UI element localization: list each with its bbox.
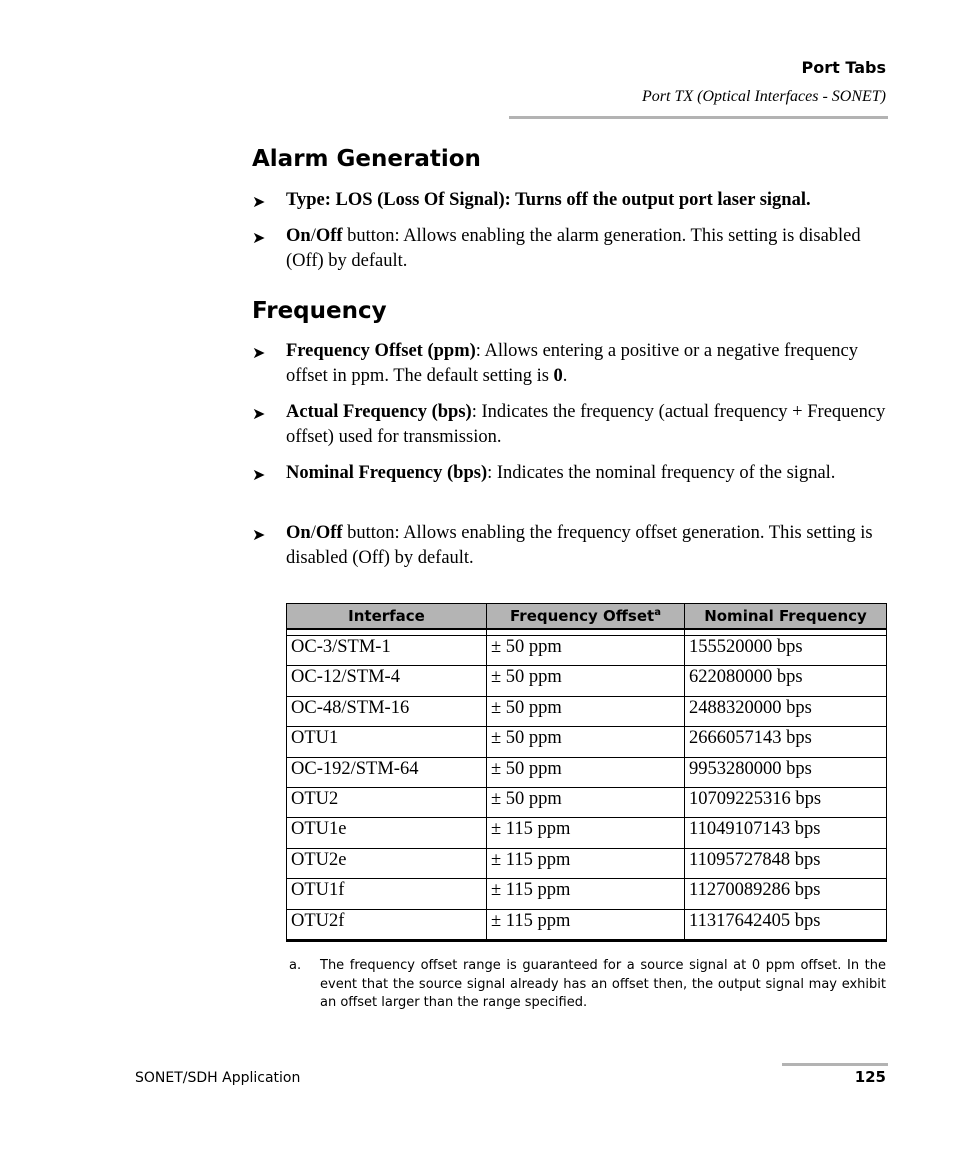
footnote-label: a. xyxy=(289,958,302,973)
table-row xyxy=(287,636,887,666)
cell-nominal-frequency: 155520000 bps xyxy=(685,636,887,666)
section-heading-alarm-generation: Alarm Generation xyxy=(252,146,481,172)
cell-interface: OC-192/STM-64 xyxy=(287,757,487,787)
bullet-frequency-offset xyxy=(252,339,892,389)
bullet-text: button: Allows enabling the alarm generation. This setting is disabled (Off) by default. xyxy=(286,226,861,271)
cell-nominal-frequency: 10709225316 bps xyxy=(685,787,887,817)
header-rule xyxy=(509,116,888,119)
frequency-table xyxy=(286,603,887,942)
section-heading-frequency: Frequency xyxy=(252,298,387,324)
cell-nominal-frequency: 11270089286 bps xyxy=(685,879,887,909)
table-row xyxy=(287,818,887,848)
cell-frequency-offset: ± 50 ppm xyxy=(487,787,685,817)
header-nominal-frequency: Nominal Frequency xyxy=(685,604,887,630)
bullet-bold-text: Actual Frequency (bps) xyxy=(286,402,472,422)
footer-document-title: SONET/SDH Application xyxy=(135,1070,301,1086)
bullet-text: : Indicates the frequency (actual frequency + Frequency offset) used for transmission. xyxy=(286,402,886,447)
cell-interface: OC-48/STM-16 xyxy=(287,696,487,726)
footnote-mark: a xyxy=(654,607,661,618)
cell-nominal-frequency: 622080000 bps xyxy=(685,666,887,696)
table-row xyxy=(287,727,887,757)
cell-interface: OTU1e xyxy=(287,818,487,848)
table-row xyxy=(287,757,887,787)
cell-interface: OTU1f xyxy=(287,879,487,909)
cell-interface: OTU1 xyxy=(287,727,487,757)
footnote-text: The frequency offset range is guaranteed for a source signal at 0 ppm offset. In the event that the source signal already has an offset then, the output signal may exhibit an offset larger than the range specified. xyxy=(320,958,886,1010)
table-row xyxy=(287,696,887,726)
bullet-bold-default: 0 xyxy=(553,366,563,386)
bullet-bold-text: Type: LOS (Loss Of Signal): Turns off the output port laser signal. xyxy=(286,190,811,210)
running-header-subtitle: Port TX (Optical Interfaces - SONET) xyxy=(642,88,886,105)
bullet-tail: . xyxy=(562,366,568,386)
bullet-slash: / xyxy=(310,523,316,543)
cell-nominal-frequency: 9953280000 bps xyxy=(685,757,887,787)
arrow-bullet-icon: ➤ xyxy=(252,465,266,484)
cell-interface: OC-12/STM-4 xyxy=(287,666,487,696)
bullet-bold-text: Nominal Frequency (bps) xyxy=(286,463,488,483)
cell-nominal-frequency: 11095727848 bps xyxy=(685,848,887,878)
cell-nominal-frequency: 11317642405 bps xyxy=(685,909,887,940)
bullet-bold-on: On xyxy=(286,523,311,543)
table-header-row xyxy=(287,604,887,630)
bullet-text: : Allows entering a positive or a negative frequency offset in ppm. The default setting is xyxy=(286,341,858,386)
arrow-bullet-icon: ➤ xyxy=(252,228,266,247)
bullet-frequency-onoff xyxy=(252,521,892,571)
page-number: 125 xyxy=(854,1068,886,1086)
header-interface: Interface xyxy=(287,604,487,630)
header-frequency-offset xyxy=(487,604,685,630)
cell-frequency-offset: ± 50 ppm xyxy=(487,666,685,696)
bullet-bold-off: Off xyxy=(315,226,343,246)
table-row xyxy=(287,848,887,878)
cell-nominal-frequency: 11049107143 bps xyxy=(685,818,887,848)
bullet-actual-frequency xyxy=(252,400,892,450)
cell-interface: OC-3/STM-1 xyxy=(287,636,487,666)
bullet-alarm-onoff xyxy=(252,224,892,274)
table-footnote xyxy=(289,957,886,1013)
cell-interface: OTU2 xyxy=(287,787,487,817)
cell-interface: OTU2f xyxy=(287,909,487,940)
cell-frequency-offset: ± 115 ppm xyxy=(487,848,685,878)
cell-frequency-offset: ± 50 ppm xyxy=(487,727,685,757)
table-row xyxy=(287,909,887,940)
arrow-bullet-icon: ➤ xyxy=(252,343,266,362)
cell-frequency-offset: ± 50 ppm xyxy=(487,696,685,726)
cell-frequency-offset: ± 115 ppm xyxy=(487,879,685,909)
footer-rule xyxy=(782,1063,888,1066)
cell-nominal-frequency: 2488320000 bps xyxy=(685,696,887,726)
header-frequency-offset-label: Frequency Offset xyxy=(510,607,655,625)
cell-frequency-offset: ± 50 ppm xyxy=(487,636,685,666)
cell-nominal-frequency: 2666057143 bps xyxy=(685,727,887,757)
arrow-bullet-icon: ➤ xyxy=(252,192,266,211)
arrow-bullet-icon: ➤ xyxy=(252,525,266,544)
bullet-text: button: Allows enabling the frequency offset generation. This setting is disabled (Off) by default. xyxy=(286,523,873,568)
bullet-bold-off: Off xyxy=(315,523,343,543)
running-header-title: Port Tabs xyxy=(801,58,886,77)
cell-frequency-offset: ± 115 ppm xyxy=(487,909,685,940)
bullet-bold-text: Frequency Offset (ppm) xyxy=(286,341,476,361)
table-row xyxy=(287,879,887,909)
cell-frequency-offset: ± 115 ppm xyxy=(487,818,685,848)
table-row xyxy=(287,787,887,817)
bullet-bold-on: On xyxy=(286,226,311,246)
cell-frequency-offset: ± 50 ppm xyxy=(487,757,685,787)
bullet-text: : Indicates the nominal frequency of the signal. xyxy=(487,463,836,483)
bullet-alarm-type xyxy=(252,188,892,213)
bullet-slash: / xyxy=(310,226,316,246)
bullet-nominal-frequency xyxy=(252,461,892,486)
cell-interface: OTU2e xyxy=(287,848,487,878)
table-row xyxy=(287,666,887,696)
arrow-bullet-icon: ➤ xyxy=(252,404,266,423)
